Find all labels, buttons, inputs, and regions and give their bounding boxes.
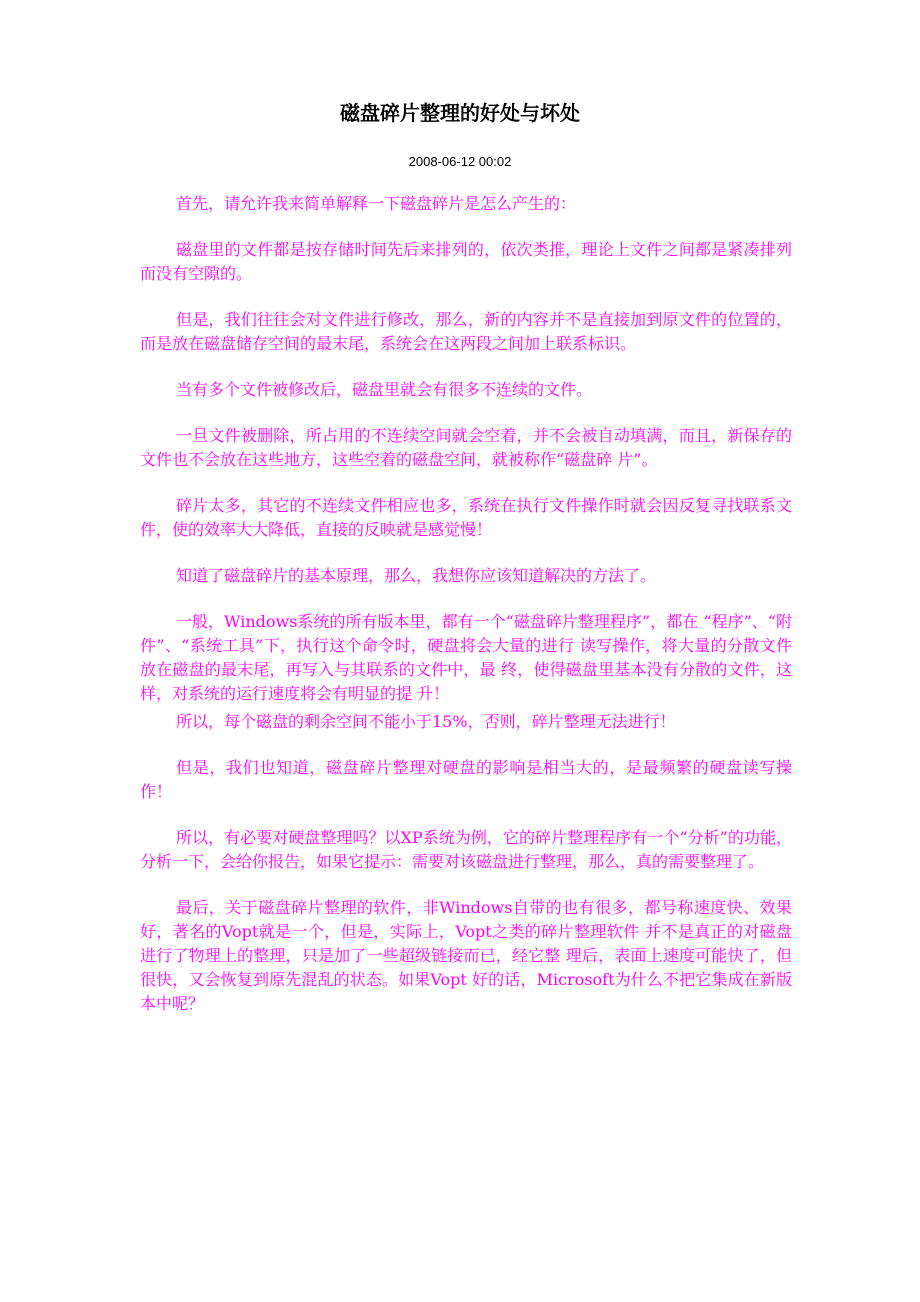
paragraph: 一般，Windows系统的所有版本里，都有一个“磁盘碎片整理程序”，都在 “程序”、“附件”、“系统工具”下，执行这个命令时，硬盘将会大量的进行 读写操作，将大量的分散文件放在磁盘的最末尾，再写入与其联系的文件中，最 终，使得磁盘里基本没有分散的文件，这样，对系统的运行速度将会有明显的提 升！ — [140, 612, 792, 703]
paragraph: 首先，请允许我来简单解释一下磁盘碎片是怎么产生的： — [176, 194, 577, 213]
paragraph: 所以，每个磁盘的剩余空间不能小于15%，否则，碎片整理无法进行！ — [176, 712, 676, 731]
article-body — [140, 192, 792, 1038]
page-title: 磁盘碎片整理的好处与坏处 — [340, 101, 580, 125]
paragraph: 但是，我们往往会对文件进行修改，那么，新的内容并不是直接加到原文件的位置的，而是放在磁盘储存空间的最末尾，系统会在这两段之间加上联系标识。 — [140, 310, 792, 353]
paragraph: 知道了磁盘碎片的基本原理，那么，我想你应该知道解决的方法了。 — [176, 566, 657, 585]
publish-date: 2008-06-12 00:02 — [408, 154, 512, 169]
paragraph: 所以，有必要对硬盘整理吗？以XP系统为例，它的碎片整理程序有一个“分析”的功能，分析一下，会给你报告，如果它提示：需要对该磁盘进行整理，那么，真的需要整理了。 — [140, 828, 792, 871]
paragraph: 当有多个文件被修改后，磁盘里就会有很多不连续的文件。 — [176, 380, 593, 399]
paragraph: 碎片太多，其它的不连续文件相应也多，系统在执行文件操作时就会因反复寻找联系文件，使的效率大大降低，直接的反映就是感觉慢！ — [140, 496, 792, 539]
paragraph: 一旦文件被删除，所占用的不连续空间就会空着，并不会被自动填满，而且，新保存的文件也不会放在这些地方，这些空着的磁盘空间，就被称作“磁盘碎 片”。 — [140, 426, 792, 469]
paragraph: 磁盘里的文件都是按存储时间先后来排列的，依次类推，理论上文件之间都是紧凑排列而没有空隙的。 — [140, 240, 792, 283]
paragraph: 最后，关于磁盘碎片整理的软件，非Windows自带的也有很多，都号称速度快、效果好，著名的Vopt就是一个，但是，实际上，Vopt之类的碎片整理软件 并不是真正的对磁盘进行了物理上的整理，只是加了一些超级链接而已，经它整 理后，表面上速度可能快了，但很快，又会恢复到原先混乱的状态。如果Vopt 好的话，Microsoft为什么不把它集成在新版本中呢？ — [140, 898, 792, 1013]
paragraph: 但是，我们也知道，磁盘碎片整理对硬盘的影响是相当大的，是最频繁的硬盘读写操作！ — [140, 758, 792, 801]
